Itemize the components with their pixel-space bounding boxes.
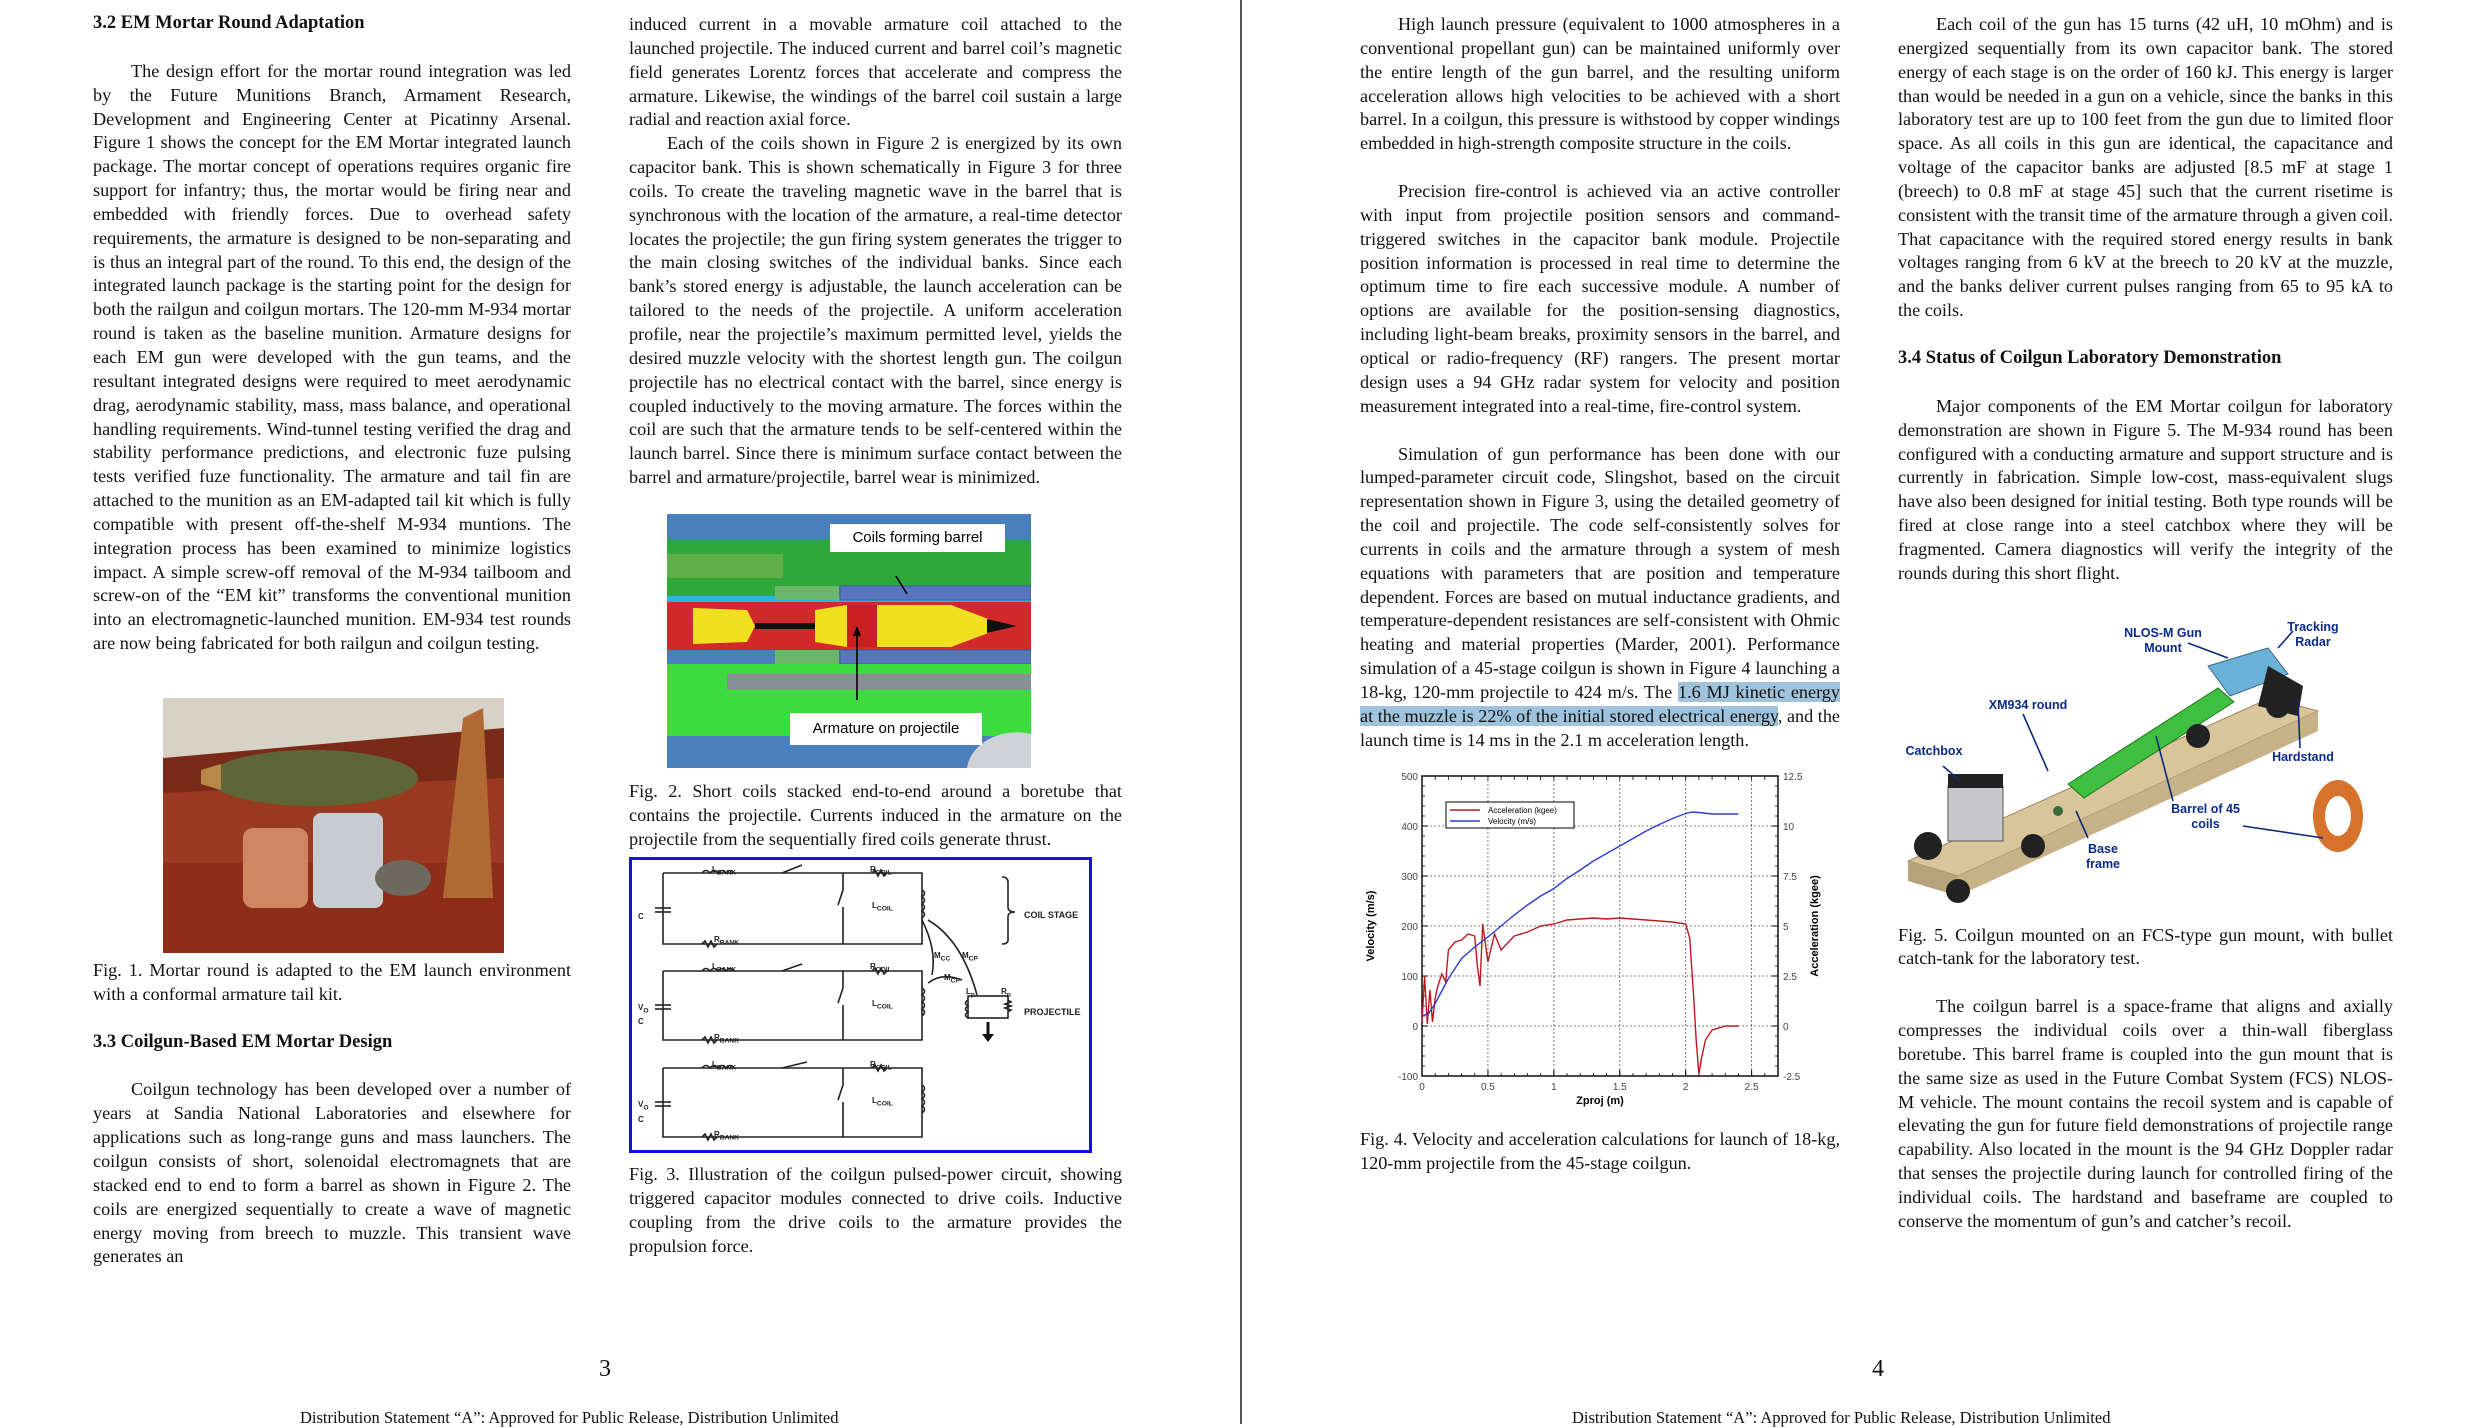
label-rp: $R_p$ <box>1001 987 1011 999</box>
paragraph: The design effort for the mortar round integration was led by the Future Munitions Branch, Armament Research, Development and Engineering Center at Picatinny Arsenal. Figure 1 shows the concept for the EM Mortar integrated launch package. The mortar concept of operations requires organic fire support for infantry; thus, the mortar would be firing near and embedded with friendly forces. Due to overhead safety requirements, the armature is designed to be non-separating and is thus an integral part of the round. To this end, the design of the integrated launch package is the starting point for the design for both the railgun and coilgun mortars. The 120-mm M-934 mortar round is taken as the baseline munition. Armature designs for each EM gun were developed with the gun teams, and the resultant integrated designs were required to meet aerodynamic drag, aerodynamic stability, mass, mass balance, and operational handling requirements. Wind-tunnel testing verified the drag and stability performance predictions, and electronic fuze pulsing tests verified fuze functionality. The armature and tail fin are attached to the munition as an EM-adapted tail kit which is fully compatible with present off-the-shelf M-934 muntions. The integration process has been examined to minimize logistics impact. A simple screw-off removal of the M-934 tailboom and screw-on of the “EM kit” transforms the conventional munition into an electromagnetic-launched munition. EM-934 test rounds are now being fabricated for both railgun and coilgun testing. <box>93 60 571 654</box>
x-tick-label: 0.5 <box>1480 1082 1495 1094</box>
paragraph: Each coil of the gun has 15 turns (42 uH, 10 mOhm) and is energized sequentially from its own capacitor bank. The stored energy of each stage is on the order of 160 kJ. This energy is larger than would be needed in a gun on a vehicle, since the banks in this laboratory test are up to 100 feet from the gun due to limited floor space. As all coils in this gun are identical, the capacitance and voltage of the capacitor banks are adjusted [8.5 mF at stage 1 (breech) to 0.8 mF at stage 45] such that the current risetime is consistent with the transit time of the armature through a given coil. That capacitance with the required stored energy results in bank voltages ranging from 6 kV at the breech to 20 kV at the muzzle, and the banks deliver current pulses ranging from 65 to 95 kA to the coils. <box>1898 14 2393 321</box>
figure-2-diagram <box>667 514 1031 768</box>
figure-4-caption: Fig. 4. Velocity and acceleration calculations for launch of 18-kg, 120-mm projectile from the 45-stage coilgun. <box>1360 1129 1840 1174</box>
label-mcp: $M_{CP}$ <box>944 973 960 985</box>
y-tick-label: 300 <box>1401 872 1418 884</box>
label-c: C <box>638 1017 644 1027</box>
label-catchbox: Catchbox <box>1905 743 1963 758</box>
label-xm934-round: XM934 round <box>1988 697 2068 712</box>
label-r-coil: $R_{COIL}$ <box>870 962 892 974</box>
column-4 <box>1898 13 2393 1234</box>
label-hardstand: Hardstand <box>2272 749 2334 764</box>
y2-tick-label: 12.5 <box>1783 772 1803 784</box>
page-footer: Distribution Statement “A”: Approved for Public Release, Distribution Unlimited <box>300 1408 839 1427</box>
section-heading-3-3: 3.3 Coilgun-Based EM Mortar Design <box>93 1031 393 1052</box>
column-2 <box>629 13 1122 1259</box>
x-tick-label: 0 <box>1419 1082 1425 1094</box>
figure-1-caption: Fig. 1. Mortar round is adapted to the EM launch environment with a conformal armature tail kit. <box>93 959 571 1004</box>
x-axis-label: Zproj (m) <box>1576 1095 1624 1108</box>
y-tick-label: 0 <box>1412 1022 1418 1034</box>
x-tick-label: 2 <box>1682 1082 1689 1094</box>
label-lp: $L_p$ <box>966 987 975 999</box>
y2-tick-label: 10 <box>1783 822 1795 834</box>
label-l-coil: $L_{COIL}$ <box>872 999 893 1011</box>
y2-tick-label: 5 <box>1783 922 1789 934</box>
label-mcp: $M_{CP}$ <box>962 951 978 963</box>
series-line-velocity <box>1422 812 1738 1016</box>
figure-5-caption: Fig. 5. Coilgun mounted on an FCS-type gun mount, with bullet catch-tank for the laboratory test. <box>1898 924 2393 969</box>
figure-3-circuit <box>629 857 1092 1153</box>
x-tick-label: 1 <box>1551 1082 1557 1094</box>
label-barrel-of-45-coils: Barrel of 45 coils <box>2171 801 2240 831</box>
y2-tick-label: 0 <box>1783 1022 1789 1034</box>
paragraph <box>1360 443 1840 753</box>
label-l-bank: $L_{BANK}$ <box>712 865 737 877</box>
label-r-bank: $R_{BANK}$ <box>714 935 740 947</box>
label-c: C <box>638 1115 644 1125</box>
paragraph: High launch pressure (equivalent to 1000 atmospheres in a conventional propellant gun) can be maintained uniformly over the entire length of the gun barrel, and the resulting uniform acceleration allows high velocities to be achieved with a short barrel. In a coilgun, this pressure is withstood by copper windings embedded in high-strength composite structure in the coils. <box>1360 14 1840 154</box>
column-1 <box>93 12 571 1269</box>
paragraph: The coilgun barrel is a space-frame that aligns and axially compresses the individual coils over a thin-wall fiberglass boretube. This barrel frame is coupled into the gun mount that is the same size as used in the Future Combat System (FCS) NLOS-M vehicle. The mount contains the recoil system and is capable of elevating the gun for future field demonstrations of projectile range capability. Also located in the mount is the 94 GHz Doppler radar that senses the projectile during launch for controlled firing of the individual coils. The hardstand and baseframe are coupled to conserve the momentum of gun’s and catcher’s recoil. <box>1898 996 2393 1231</box>
velocity-acceleration-chart <box>1360 766 1840 1126</box>
label-vo: $V_O$ <box>638 1100 649 1112</box>
y2-tick-label: 2.5 <box>1783 972 1797 984</box>
legend-label: Acceleration (kgee) <box>1488 806 1557 816</box>
paragraph: Coilgun technology has been developed over a number of years at Sandia National Laboratories and elsewhere for applications such as long-range guns and mass launchers. The coilgun consists of short, solenoidal electromagnets that are stacked end to end to form a barrel as shown in Figure 2. The coils are energized sequentially to create a wave of magnetic energy moving from breech to muzzle. This transient wave generates an <box>93 1079 571 1267</box>
paragraph-text: , and the launch time is 14 ms in the 2.1 m acceleration length. <box>1360 705 1840 750</box>
figure-2-caption: Fig. 2. Short coils stacked end-to-end around a boretube that contains the projectile. Currents induced in the armature on the projectile from the sequentially fired coils generate thrust. <box>629 780 1122 849</box>
y2-tick-label: -2.5 <box>1783 1072 1801 1084</box>
label-r-bank: $R_{BANK}$ <box>714 1033 740 1045</box>
label-r-coil: $R_{COIL}$ <box>870 1060 892 1072</box>
label-base-frame: Base frame <box>2085 841 2121 871</box>
series-line-acceleration <box>1422 918 1738 1074</box>
label-tracking-radar: Tracking Radar <box>2287 619 2339 649</box>
label-vo: $V_O$ <box>638 1003 649 1015</box>
paragraph-text: Simulation of gun performance has been done with our lumped-parameter circuit code, Slingshot, based on the circuit representation shown in Figure 3, using the detailed geometry of the coil and projectile. The code self-consistently solves for currents in coils and the armature through a system of mesh equations with parameters that are position and temperature dependent. Forces are based on mutual inductance gradients, and temperature-dependent resistances are self-consistent with Ohmic heating and material properties (Marder, 2001). Performance simulation of a 45-stage coilgun is shown in Figure 4 launching a 18-kg, 120-mm projectile to 424 m/s. The <box>1360 443 1840 702</box>
figure-1-photo <box>163 698 504 953</box>
page-4 <box>1242 0 2478 1427</box>
y-tick-label: -100 <box>1397 1072 1418 1084</box>
page-number: 4 <box>1872 1356 1884 1382</box>
label-coils-forming-barrel: Coils forming barrel <box>830 524 1005 552</box>
paragraph: Precision fire-control is achieved via an active controller with input from projectile position sensors and command-triggered switches in the capacitor bank module. Projectile position information is processed in real time to determine the optimum time to fire each successive module. A number of options are available for the position-sensing diagnostics, including light-beam breaks, proximity sensors in the barrel, and optical or radio-frequency (RF) rangers. The present mortar design uses a 94 GHz radar system for velocity and position measurement integrated into a real-time, fire-control system. <box>1360 181 1840 416</box>
figure-4-chart <box>1360 766 1840 1126</box>
label-armature-on-projectile: Armature on projectile <box>790 713 982 745</box>
x-tick-label: 2.5 <box>1744 1082 1759 1094</box>
y-tick-label: 400 <box>1401 822 1418 834</box>
highlighted-text[interactable]: 1.6 MJ kinetic energy at the muzzle is 22% of the initial stored electrical energy <box>1360 681 1840 726</box>
x-tick-label: 1.5 <box>1612 1082 1627 1094</box>
section-heading-3-4: 3.4 Status of Coilgun Laboratory Demonstration <box>1898 347 2282 368</box>
page-number: 3 <box>599 1356 611 1382</box>
y-tick-label: 100 <box>1401 972 1418 984</box>
section-heading-3-2: 3.2 EM Mortar Round Adaptation <box>93 13 365 33</box>
label-r-coil: $R_{COIL}$ <box>870 865 892 877</box>
paragraph: Each of the coils shown in Figure 2 is energized by its own capacitor bank. This is shown schematically in Figure 3 for three coils. To create the traveling magnetic wave in the barrel that is synchronous with the location of the armature, a real-time detector locates the projectile; the gun firing system generates the trigger to the main closing switches of the individual banks. Since each bank’s stored energy is adjustable, the launch acceleration can be tailored to the needs of the projectile. A uniform acceleration profile, near the projectile’s maximum permitted level, yields the desired muzzle velocity with the shortest length gun. The coilgun projectile has no electrical contact with the barrel, since energy is coupled inductively to the moving armature. The forces within the coil are such that the armature tends to be self-centered within the launch barrel. Since there is minimum surface contact between the barrel and armature/projectile, barrel wear is minimized. <box>629 133 1122 488</box>
figure-3-caption: Fig. 3. Illustration of the coilgun pulsed-power circuit, showing triggered capacitor modules connected to drive coils. Inductive coupling from the drive coils to the armature provides the propulsion force. <box>629 1164 1122 1256</box>
label-l-coil: $L_{COIL}$ <box>872 1096 893 1108</box>
label-coil-stage: COIL STAGE <box>1024 910 1079 921</box>
label-l-bank: $L_{BANK}$ <box>712 1060 737 1072</box>
y-tick-label: 500 <box>1401 772 1418 784</box>
y-axis-label: Velocity (m/s) <box>1365 891 1377 962</box>
label-c: C <box>638 912 644 922</box>
label-r-bank: $R_{BANK}$ <box>714 1130 740 1142</box>
y-tick-label: 200 <box>1401 922 1418 934</box>
label-l-bank: $L_{BANK}$ <box>712 962 737 974</box>
legend-label: Velocity (m/s) <box>1488 817 1537 827</box>
page-footer: Distribution Statement “A”: Approved for Public Release, Distribution Unlimited <box>1572 1408 2111 1427</box>
label-nlos-gun-mount: NLOS-M Gun Mount <box>2124 625 2202 655</box>
paragraph: induced current in a movable armature coil attached to the launched projectile. The induced current and barrel coil’s magnetic field generates Lorentz forces that accelerate and compress the armature. Likewise, the windings of the barrel coil sustain a large radial and reaction axial force. <box>629 14 1122 130</box>
label-projectile: PROJECTILE <box>1024 1007 1081 1018</box>
paragraph: Major components of the EM Mortar coilgun for laboratory demonstration are shown in Figure 5. The M-934 round has been configured with a conducting armature and support structure and is currently in fabrication. Simple low-cost, mass-equivalent slugs have also been designed for initial testing. Both type rounds will be fired at close range into a steel catchbox where they will be fragmented. Camera diagnostics will verify the integrity of the rounds during this short flight. <box>1898 395 2393 583</box>
column-3 <box>1360 13 1840 1176</box>
y2-axis-label: Acceleration (kgee) <box>1809 875 1821 978</box>
y2-tick-label: 7.5 <box>1783 872 1797 884</box>
figure-5-diagram <box>1898 606 2393 906</box>
label-mcc: $M_{CC}$ <box>934 951 951 963</box>
mortar-round-photo <box>163 698 504 953</box>
label-l-coil: $L_{COIL}$ <box>872 901 893 913</box>
